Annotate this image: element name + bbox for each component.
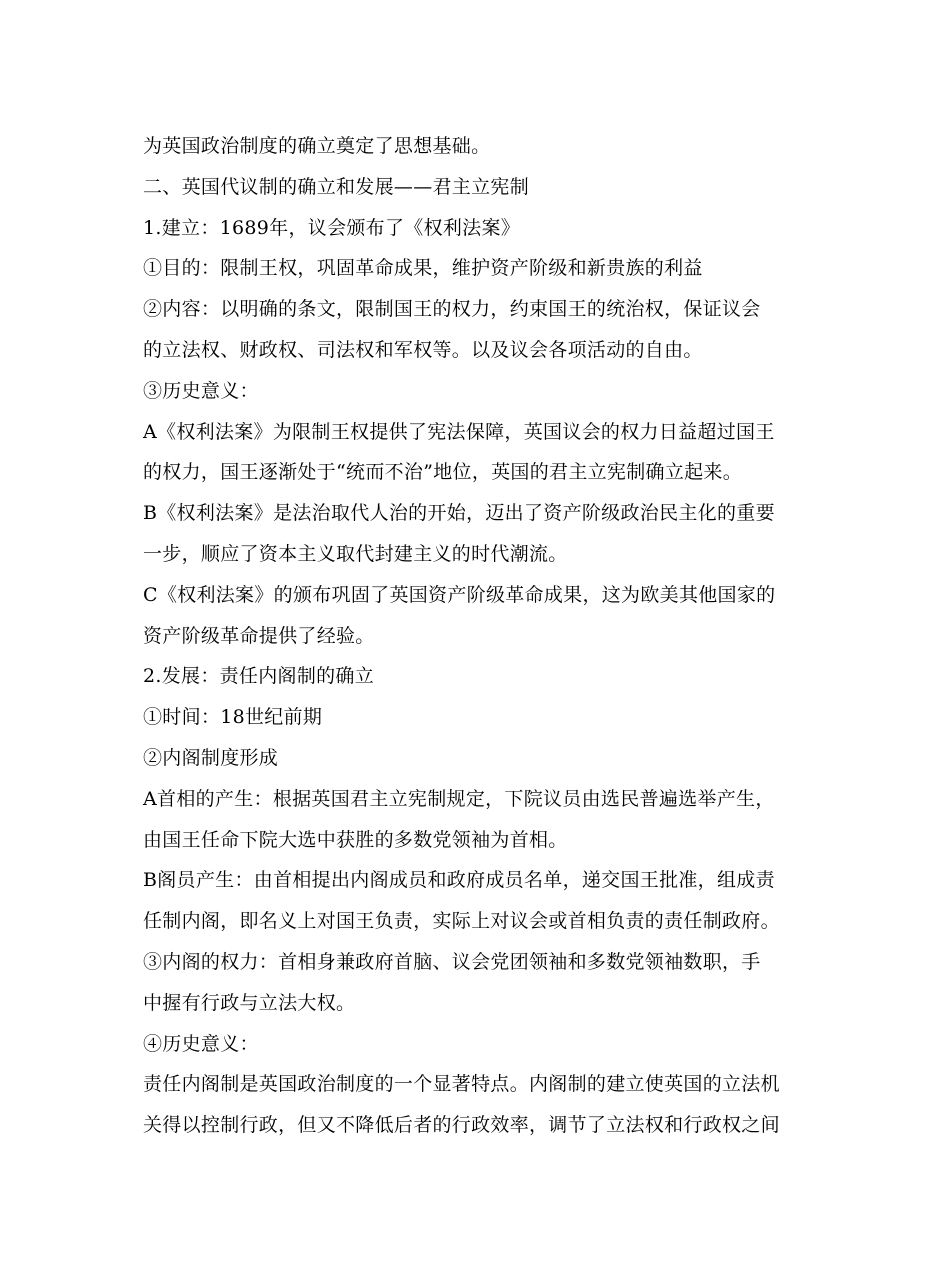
text-line: 由国王任命下院大选中获胜的多数党领袖为首相。 <box>143 828 568 851</box>
text-line: ①目的：限制王权，巩固革命成果，维护资产阶级和新贵族的利益 <box>143 257 703 280</box>
text-line: 关得以控制行政，但又不降低后者的行政效率，调节了立法权和行政权之间 <box>143 1114 780 1137</box>
text-line: ③历史意义： <box>143 379 259 402</box>
text-line: 的立法权、财政权、司法权和军权等。以及议会各项活动的自由。 <box>143 338 703 361</box>
text-line: 的权力，国王逐渐处于“统而不治”地位，英国的君主立宪制确立起来。 <box>143 461 743 484</box>
text-line: ④历史意义： <box>143 1032 259 1055</box>
text-line: A《权利法案》为限制王权提供了宪法保障，英国议会的权力日益超过国王 <box>143 420 775 443</box>
text-line: B阁员产生：由首相提出内阁成员和政府成员名单，递交国王批准，组成责 <box>143 869 775 892</box>
text-line: B《权利法案》是法治取代人治的开始，迈出了资产阶级政治民主化的重要 <box>143 502 775 525</box>
text-line: ③内阁的权力：首相身兼政府首脑、议会党团领袖和多数党领袖数职，手 <box>143 950 761 973</box>
text-line: 中握有行政与立法大权。 <box>143 991 356 1014</box>
text-line: 一步，顺应了资本主义取代封建主义的时代潮流。 <box>143 542 568 565</box>
document-body <box>143 126 813 1146</box>
text-line: 为英国政治制度的确立奠定了思想基础。 <box>143 135 491 157</box>
text-line: ②内阁制度形成 <box>143 746 279 769</box>
text-line: ①时间：18世纪前期 <box>143 706 323 729</box>
subsection-heading: 2.发展：责任内阁制的确立 <box>143 665 375 688</box>
text-line: C《权利法案》的颁布巩固了英国资产阶级革命成果，这为欧美其他国家的 <box>143 583 776 606</box>
text-line: 任制内阁，即名义上对国王负责，实际上对议会或首相负责的责任制政府。 <box>143 910 780 933</box>
text-line: ②内容：以明确的条文，限制国王的权力，约束国王的统治权，保证议会 <box>143 298 761 321</box>
text-line: 责任内阁制是英国政治制度的一个显著特点。内阁制的建立使英国的立法机 <box>143 1073 780 1096</box>
subsection-heading: 1.建立：1689年，议会颁布了《权利法案》 <box>143 216 521 239</box>
text-line: A首相的产生：根据英国君主立宪制规定，下院议员由选民普遍选举产生， <box>143 787 775 810</box>
text-line: 资产阶级革命提供了经验。 <box>143 624 375 647</box>
section-heading: 二、英国代议制的确立和发展——君主立宪制 <box>143 175 530 198</box>
